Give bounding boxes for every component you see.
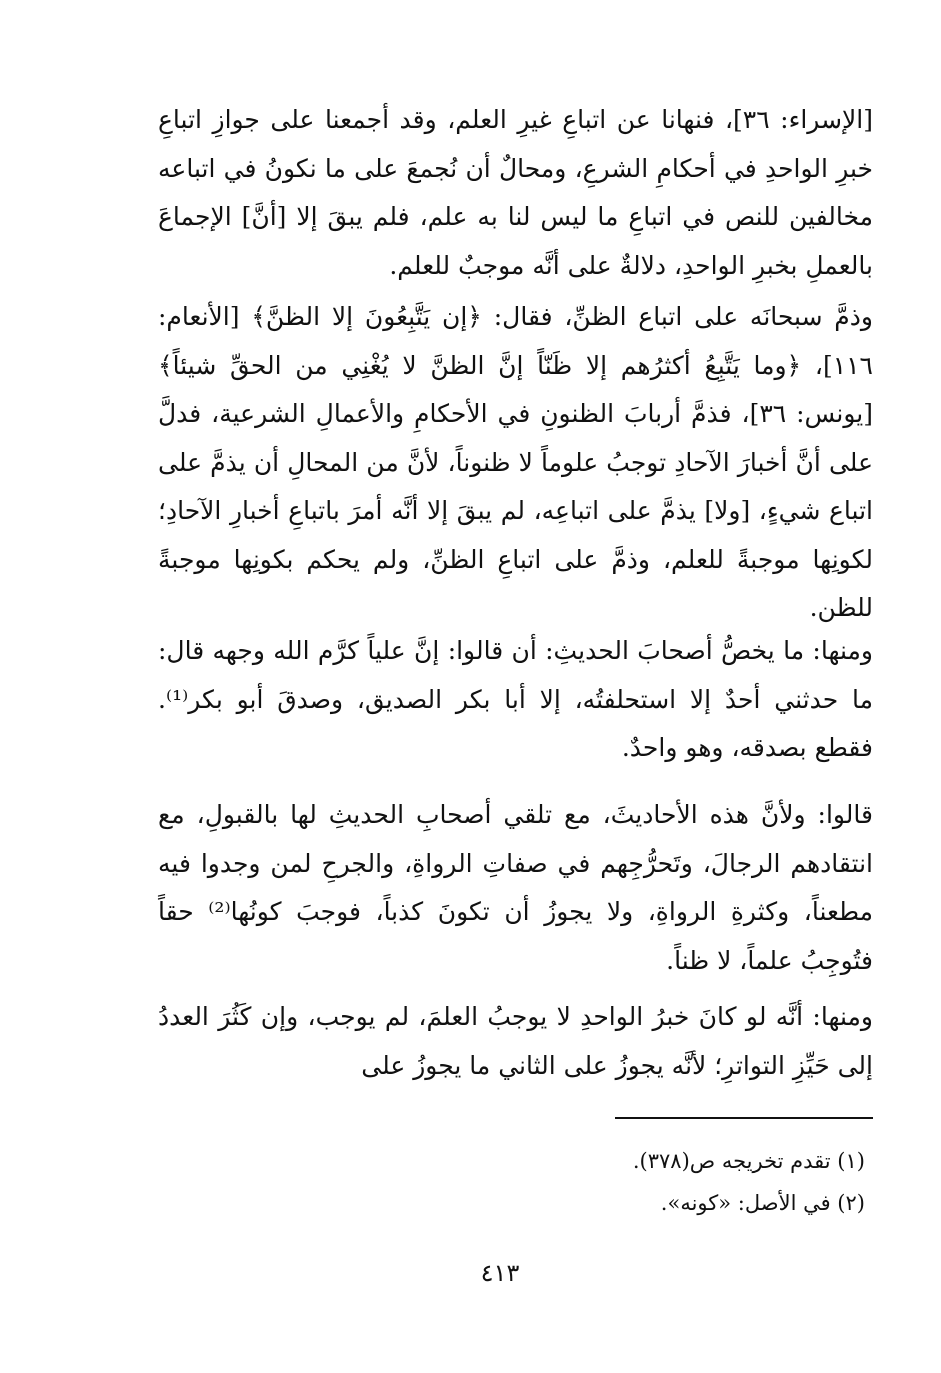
footnote-separator (615, 1117, 873, 1119)
footnote-1: (١) تقدم تخريجه ص(٣٧٨). (632, 1149, 865, 1173)
paragraph-2: وذمَّ سبحانَه على اتباع الظنِّ، فقال: ﴿إن يَتَّبِعُونَ إلا الظنَّ﴾ [الأنعام: ١١٦]، ﴿وما يَتَّبِعُ أكثرُهم إلا ظَنّاً إنَّ الظنَّ لا يُغْنِي من الحقِّ شيئاً﴾ [يونس: ٣٦]، فذمَّ أربابَ الظنونِ في الأحكامِ والأعمالِ الشرعية، فدلَّ على أنَّ أخبارَ الآحادِ توجبُ علوماً لا ظنوناً، لأنَّ من المحالِ أن يذمَّ على اتباع شيءٍ، [ولا] يذمَّ على اتباعِه، لم يبقَ إلا أنَّه أمرَ باتباعِ أخبارِ الآحادِ؛ لكونِها موجبةً للعلم، وذمَّ على اتباعِ الظنِّ، ولم يحكم بكونِها موجبةً للظن. (158, 302, 874, 622)
paragraph-5: ومنها: أنَّه لو كانَ خبرُ الواحدِ لا يوجبُ العلمَ، لم يوجب، وإن كَثُرَ العددُ إلى حَيِّزِ التواترِ؛ لأنَّه يجوزُ على الثاني ما يجوزُ على (158, 1002, 873, 1080)
paragraph-4: قالوا: ولأنَّ هذه الأحاديثَ، مع تلقي أصحابِ الحديثِ لها بالقبولِ، مع انتقادهم الرجالَ، وتَحرُّجِهم في صفاتِ الرواةِ، والجرحِ لمن وجدوا فيه مطعناً، وكثرةِ الرواةِ، ولا يجوزُ أن تكونَ كذباً، فوجبَ كونُها⁽²⁾ حقاً فتُوجِبُ علماً، لا ظناً. (158, 800, 873, 975)
page-number: ٤١٣ (480, 1259, 520, 1287)
paragraph-3: ومنها: ما يخصُّ أصحابَ الحديثِ: أن قالوا: إنَّ علياً كرَّم الله وجهه قال: ما حدثني أحدٌ إلا استحلفتُه، إلا أبا بكر الصديق، وصدقَ أبو بكر⁽¹⁾. فقطع بصدقه، وهو واحدٌ. (158, 636, 873, 762)
paragraph-1: [الإسراء: ٣٦]، فنهانا عن اتباعِ غيرِ العلم، وقد أجمعنا على جوازِ اتباعِ خبرِ الواحدِ في أحكامِ الشرعِ، ومحالٌ أن نُجمعَ على ما نكونُ في اتباعه مخالفين للنص في اتباعِ ما ليس لنا به علم، فلم يبقَ إلا [أنَّ] الإجماعَ بالعملِ بخبرِ الواحدِ، دلالةٌ على أنَّه موجبٌ للعلم. (158, 105, 873, 280)
footnotes (420, 1140, 865, 1224)
footnote-2: (٢) في الأصل: «كونه». (660, 1191, 865, 1215)
